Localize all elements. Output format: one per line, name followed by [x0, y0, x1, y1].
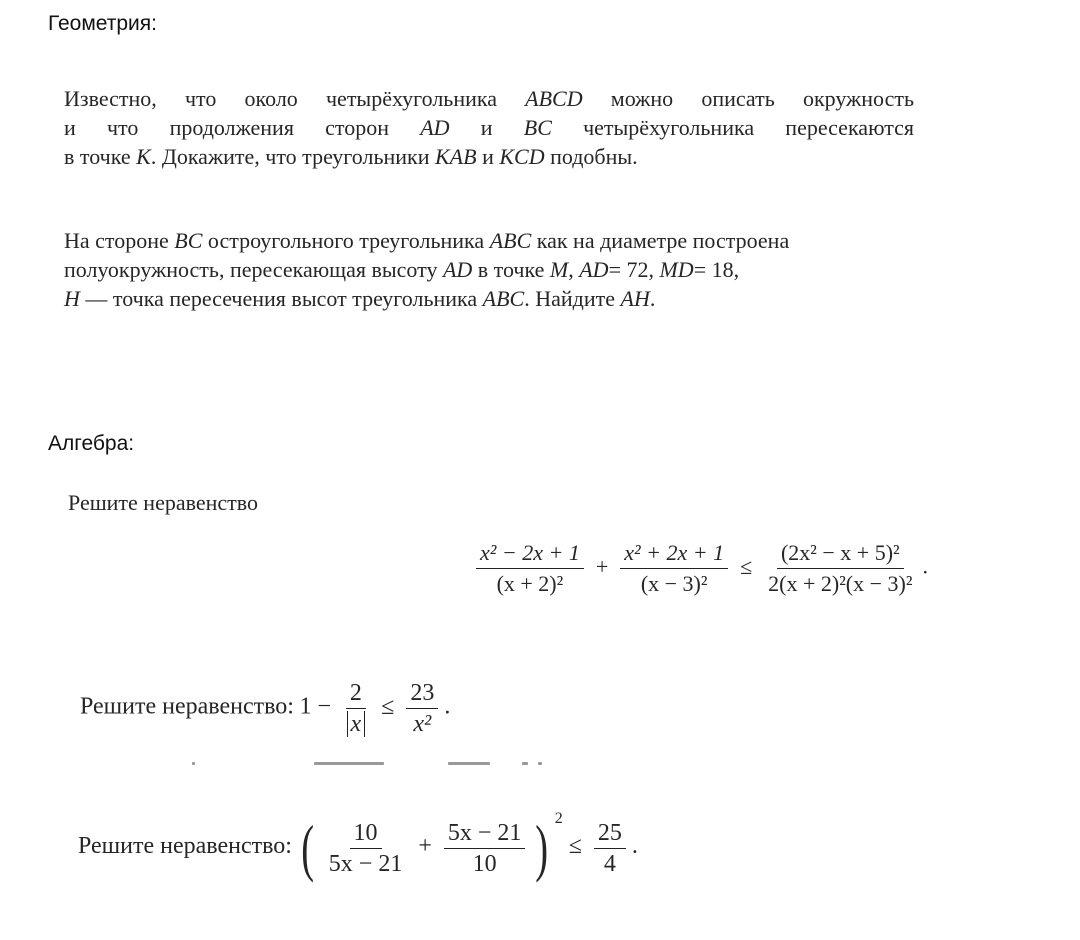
fraction: $\frac{5x - 21}{10}$ [444, 820, 526, 877]
p1-line-2: и что продолжения сторон AD и BC четырёхугольника пересекаются [64, 115, 914, 140]
p3-label: Решите неравенство [68, 490, 259, 515]
p2-line-3: H — точка пересечения высот треугольника ABC. Найдите AH. [64, 286, 656, 311]
geometry-header: Геометрия: [48, 12, 157, 35]
fraction: $\frac{25}{4}$ [594, 820, 626, 877]
fraction: $\frac{10}{5x - 21}$ [328, 819, 403, 877]
p2-line-2: полуокружность, пересекающая высоту AD в точке M, AD= 72, MD= 18, [64, 257, 740, 282]
fraction: $\frac{2}{x}$ [343, 680, 370, 737]
right-paren: ) [535, 812, 549, 883]
var-ABCD: ABCD [525, 86, 583, 111]
fraction: $\frac{\text{x² + 2x + 1}}{\text{(x − 3)²}}$ [620, 540, 728, 597]
p1-line-1: Известно, что около четырёхугольника ABCD можно описать окружность [64, 86, 914, 111]
inequality-2: Решите неравенство: 1 − $\frac{2}{x}$ ≤ $\frac{23}{\text{x²}}$ . [80, 680, 451, 737]
inequality-3: Решите неравенство: ( $\frac{10}{5x - 21}$ + $\frac{5x - 21}{10}$ ) $^2$≤ $\frac{25}{4}$ . [78, 810, 638, 883]
fraction: $\frac{23}{\text{x²}}$ [406, 680, 438, 737]
geometry-problem-1 [64, 84, 914, 171]
geometry-problem-2 [64, 226, 789, 313]
algebra-header: Алгебра: [48, 432, 135, 455]
fraction: $\frac{\text{(2x² − x + 5)²}}{\text{2(x + 2)²(x − 3)²}}$ [768, 540, 913, 596]
left-paren: ( [301, 812, 315, 883]
scan-artifact [186, 762, 546, 768]
p5-label: Решите неравенство: [78, 833, 292, 860]
p4-label: Решите неравенство: [80, 693, 294, 720]
p1-line-3: в точке K. Докажите, что треугольники KAB и KCD подобны. [64, 144, 638, 169]
inequality-1: $\frac{\text{x² − 2x + 1}}{\text{(x + 2)²}}$ + $\frac{\text{x² + 2x + 1}}{\text{(x − 3)²}}$ ≤ $\frac{\text{(2x² − x + 5)²}}{\text{2(x + 2)²(x − 3)²}}$ . [470, 540, 928, 597]
p2-line-1: На стороне BC остроугольного треугольника ABC как на диаметре построена [64, 228, 790, 253]
fraction: $\frac{\text{x² − 2x + 1}}{\text{(x + 2)²}}$ [476, 540, 584, 597]
